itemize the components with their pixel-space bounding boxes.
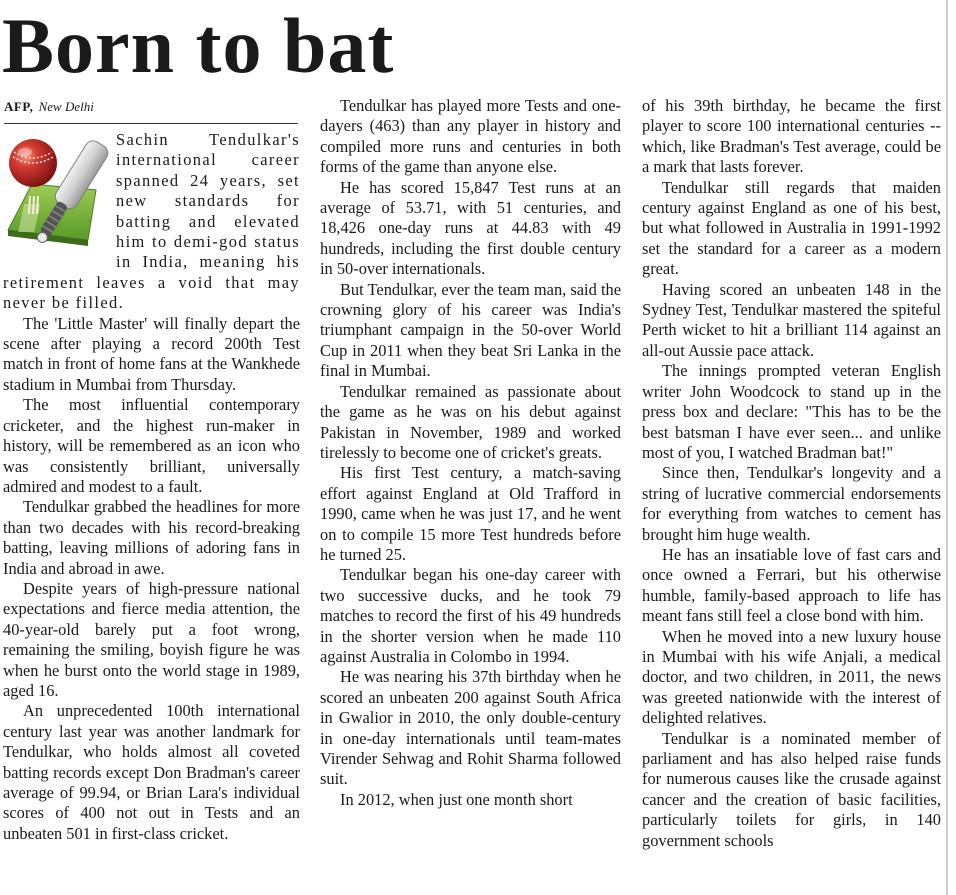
paragraph: Sachin Tendulkar's international career spanned 24 years, set new standards for batting and elevated him to demi-god status in India, meaning his retirement leaves a void that may never be filled. xyxy=(3,130,300,313)
paragraph: Despite years of high-pressure national expectations and fierce media attention, the 40-year-old barely put a foot wrong, remaining the smiling, boyish figure he was when he burst onto the world stage in 1989, aged 16. xyxy=(3,578,300,700)
paragraph: An unprecedented 100th international century last year was another landmark for Tendulkar, who holds almost all coveted batting records except Don Bradman's career average of 99.94, or Brian Lara's individual scores of 400 not out in Tests and an unbeaten 501 in first-class cricket. xyxy=(3,701,300,843)
byline xyxy=(4,98,298,116)
paragraph: He has scored 15,847 Test runs at an average of 53.71, with 51 centuries, and 18,426 one-day runs at 44.83 with 49 hundreds, including the first double century in 50-over internationals. xyxy=(320,177,621,279)
paragraph: Tendulkar has played more Tests and one-dayers (463) than any player in history and compiled more runs and centuries in both forms of the game than anyone else. xyxy=(320,96,621,177)
paragraph: Tendulkar is a nominated member of parliament and has also helped raise funds for numerous causes like the crusade against cancer and the creation of basic facilities, particularly toilets for girls, in 140 government schools xyxy=(642,728,941,850)
paragraph: Having scored an unbeaten 148 in the Sydney Test, Tendulkar mastered the spiteful Perth wicket to hit a brilliant 114 against an all-out Aussie pace attack. xyxy=(642,279,941,360)
cricket-ball-and-bat-icon xyxy=(0,130,110,254)
paragraph: The 'Little Master' will finally depart the scene after playing a record 200th Test match in front of home fans at the Wankhede stadium in Mumbai from Thursday. xyxy=(3,313,300,394)
paragraph: He was nearing his 37th birthday when he scored an unbeaten 200 against South Africa in Gwalior in 2010, the only double-century in one-day internationals until team-mates Virender Sehwag and Rohit Sharma followed suit. xyxy=(320,667,621,789)
paragraph: Tendulkar remained as passionate about the game as he was on his debut against Pakistan in November, 1989 and worked tirelessly to become one of cricket's greats. xyxy=(320,381,621,462)
paragraph: His first Test century, a match-saving effort against England at Old Trafford in 1990, came when he was just 17, and he went on to compile 15 more Test hundreds before he turned 25. xyxy=(320,463,621,564)
paragraph: He has an insatiable love of fast cars and once owned a Ferrari, but his otherwise humble, family-based approach to life has meant fans still feel a close bond with him. xyxy=(642,544,941,626)
byline-rule xyxy=(4,123,298,124)
paragraph: The most influential contemporary cricketer, and the highest run-maker in history, will be remembered as an icon who was consistently brilliant, universally admired and modest to a fault. xyxy=(3,395,300,496)
article-column-1 xyxy=(3,130,300,844)
column-edge-rule xyxy=(946,0,948,895)
headline: Born to bat xyxy=(2,2,395,89)
paragraph: In 2012, when just one month short xyxy=(340,789,573,809)
paragraph: Since then, Tendulkar's longevity and a string of lucrative commercial endorsements for everything from watches to cement has brought him huge wealth. xyxy=(642,463,941,544)
paragraph: of his 39th birthday, he became the first player to score 100 international centuries -- which, like Bradman's Test average, could be a mark that lasts forever. xyxy=(642,96,941,177)
paragraph: Tendulkar began his one-day career with two successive ducks, and he took 79 matches to record the first of his 49 hundreds in the shorter version when he made 110 against Australia in Colombo in 1994. xyxy=(320,565,621,666)
byline-place: New Delhi xyxy=(38,99,94,114)
paragraph: Tendulkar grabbed the headlines for more than two decades with his record-breaking batting, leaving millions of adoring fans in India and abroad in awe. xyxy=(3,497,300,578)
paragraph: When he moved into a new luxury house in Mumbai with his wife Anjali, a medical doctor, and two children, in 2011, the news was greeted nationwide with the interest of delighted relatives. xyxy=(642,626,941,728)
paragraph: Tendulkar still regards that maiden century against England as one of his best, but what followed in Australia in 1991-1992 set the standard for a career as a modern great. xyxy=(642,177,941,279)
article-column-3 xyxy=(642,96,941,851)
byline-agency: AFP, xyxy=(4,99,34,114)
paragraph: The innings prompted veteran English writer John Woodcock to stand up in the press box and declare: "This has to be the best batsman I have ever seen... and unlike most of you, I watched Bradman bat!" xyxy=(642,361,941,462)
article-column-2 xyxy=(320,96,621,810)
paragraph: But Tendulkar, ever the team man, said the crowning glory of his career was India's triumphant campaign in the 50-over World Cup in 2011 when they beat Sri Lanka in the final in Mumbai. xyxy=(320,279,621,381)
